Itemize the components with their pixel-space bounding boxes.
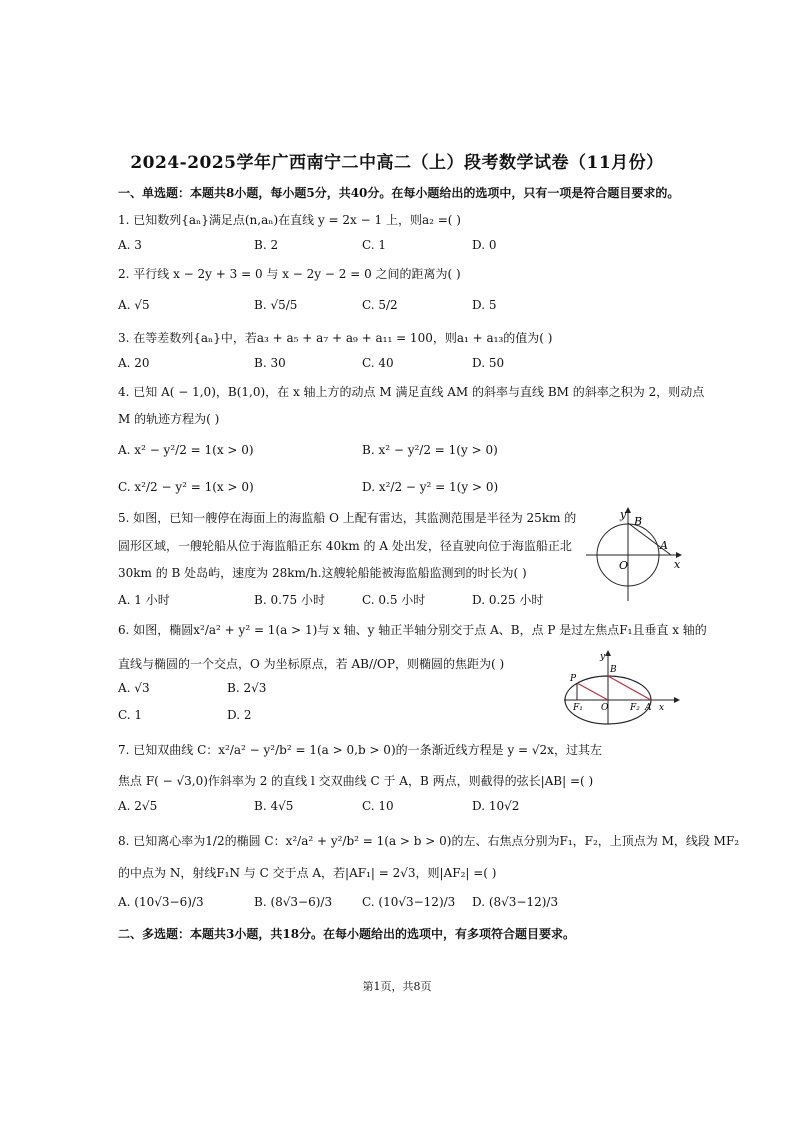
question-4-stem-line-1: 4. 已知 A( − 1,0)，B(1,0)，在 x 轴上方的动点 M 满足直线 AM 的斜率与直线 BM 的斜率之积为 2，则动点 <box>118 385 705 399</box>
fig6-label-y: y <box>600 652 606 662</box>
fig5-label-y: y <box>620 508 627 521</box>
question-3-option-b: B. 30 <box>254 356 286 370</box>
question-3-stem: 3. 在等差数列{aₙ}中，若a₃ + a₅ + a₇ + a₉ + a₁₁ = 100，则a₁ + a₁₃的值为( ) <box>118 331 553 345</box>
fig6-label-f2: F₂ <box>630 703 640 713</box>
question-5-option-c: C. 0.5 小时 <box>362 593 426 607</box>
question-7-option-d: D. 10√2 <box>472 799 520 813</box>
question-8-option-a: A. (10√3−6)/3 <box>118 895 204 909</box>
question-7-option-b: B. 4√5 <box>254 799 294 813</box>
question-8-option-c: C. (10√3−12)/3 <box>362 895 456 909</box>
fig5-label-o: O <box>619 559 629 572</box>
section-heading-multiple-choice: 二、多选题：本题共3小题，共18分。在每小题给出的选项中，有多项符合题目要求。 <box>118 927 576 941</box>
question-5-stem-line-2: 圆形区域，一艘轮船从位于海监船正东 40km 的 A 处出发，径直驶向位于海监船正北 <box>118 539 572 553</box>
question-7-option-a: A. 2√5 <box>118 799 158 813</box>
figure-ellipse <box>562 650 680 726</box>
question-2-stem: 2. 平行线 x − 2y + 3 = 0 与 x − 2y − 2 = 0 之间的距离为( ) <box>118 267 461 281</box>
question-1-option-d: D. 0 <box>472 238 497 252</box>
question-5-option-a: A. 1 小时 <box>118 593 170 607</box>
question-3-option-d: D. 50 <box>472 356 505 370</box>
question-4-option-d: D. x²/2 − y² = 1(y > 0) <box>362 480 499 494</box>
question-5-option-d: D. 0.25 小时 <box>472 593 544 607</box>
question-6-option-b: B. 2√3 <box>227 681 267 695</box>
question-5-option-b: B. 0.75 小时 <box>254 593 325 607</box>
question-8-stem-line-1: 8. 已知离心率为1/2的椭圆 C：x²/a² + y²/b² = 1(a > b > 0)的左、右焦点分别为F₁，F₂，上顶点为 M，线段 MF₂ <box>118 834 740 848</box>
question-4-option-b: B. x² − y²/2 = 1(y > 0) <box>362 443 498 457</box>
question-3-option-a: A. 20 <box>118 356 150 370</box>
question-1-stem: 1. 已知数列{aₙ}满足点(n,aₙ)在直线 y = 2x − 1 上，则a₂ =( ) <box>118 213 461 227</box>
question-4-stem-line-2: M 的轨迹方程为( ) <box>118 412 220 426</box>
section-heading-single-choice: 一、单选题：本题共8小题，每小题5分，共40分。在每小题给出的选项中，只有一项是符合题目要求的。 <box>118 186 680 200</box>
question-8-stem-line-2: 的中点为 N，射线F₁N 与 C 交于点 A，若|AF₁| = 2√3，则|AF₂| =( ) <box>118 866 497 880</box>
question-2-option-c: C. 5/2 <box>362 298 398 312</box>
question-1-option-a: A. 3 <box>118 238 142 252</box>
fig5-label-x: x <box>674 558 681 571</box>
question-2-option-d: D. 5 <box>472 298 497 312</box>
page-title: 2024-2025学年广西南宁二中高二（上）段考数学试卷（11月份） <box>130 153 664 173</box>
question-8-option-b: B. (8√3−6)/3 <box>254 895 333 909</box>
question-6-option-c: C. 1 <box>118 708 143 722</box>
fig6-label-a: A <box>645 703 652 713</box>
question-6-option-a: A. √3 <box>118 681 150 695</box>
question-6-stem-line-1: 6. 如图，椭圆x²/a² + y² = 1(a > 1)与 x 轴、y 轴正半轴分别交于点 A、B，点 P 是过左焦点F₁且垂直 x 轴的 <box>118 623 707 637</box>
question-1-option-c: C. 1 <box>362 238 387 252</box>
question-6-option-d: D. 2 <box>227 708 252 722</box>
question-4-option-a: A. x² − y²/2 = 1(x > 0) <box>118 443 254 457</box>
question-6-stem-line-2: 直线与椭圆的一个交点，O 为坐标原点，若 AB//OP，则椭圆的焦距为( ) <box>118 657 505 671</box>
question-5-stem-line-1: 5. 如图，已知一艘停在海面上的海监船 O 上配有雷达，其监测范围是半径为 25km 的 <box>118 511 577 525</box>
fig5-label-a: A <box>660 539 668 552</box>
question-5-stem-line-3: 30km 的 B 处岛屿，速度为 28km/h.这艘轮船能被海监船监测到的时长为( ) <box>118 566 527 580</box>
question-2-option-b: B. √5/5 <box>254 298 298 312</box>
fig6-label-b: B <box>610 665 617 675</box>
fig6-label-f1: F₁ <box>573 703 583 713</box>
fig6-x-arrow <box>674 697 680 703</box>
fig5-label-b: B <box>634 515 643 528</box>
question-3-option-c: C. 40 <box>362 356 394 370</box>
question-4-option-c: C. x²/2 − y² = 1(x > 0) <box>118 480 254 494</box>
question-2-option-a: A. √5 <box>118 298 150 312</box>
fig6-label-x: x <box>659 703 665 713</box>
figure-radar-circle <box>578 505 682 605</box>
question-7-stem-line-2: 焦点 F( − √3,0)作斜率为 2 的直线 l 交双曲线 C 于 A，B 两点，则截得的弦长|AB| =( ) <box>118 774 594 788</box>
fig6-label-o: O <box>601 703 609 713</box>
fig6-label-p: P <box>570 674 577 684</box>
question-1-option-b: B. 2 <box>254 238 279 252</box>
fig6-y-arrow <box>605 650 611 656</box>
page-footer: 第1页，共8页 <box>362 980 432 993</box>
question-7-stem-line-1: 7. 已知双曲线 C：x²/a² − y²/b² = 1(a > 0,b > 0)的一条渐近线方程是 y = √2x，过其左 <box>118 743 602 757</box>
question-8-option-d: D. (8√3−12)/3 <box>472 895 559 909</box>
question-7-option-c: C. 10 <box>362 799 394 813</box>
fig6-segment-op <box>577 683 608 700</box>
